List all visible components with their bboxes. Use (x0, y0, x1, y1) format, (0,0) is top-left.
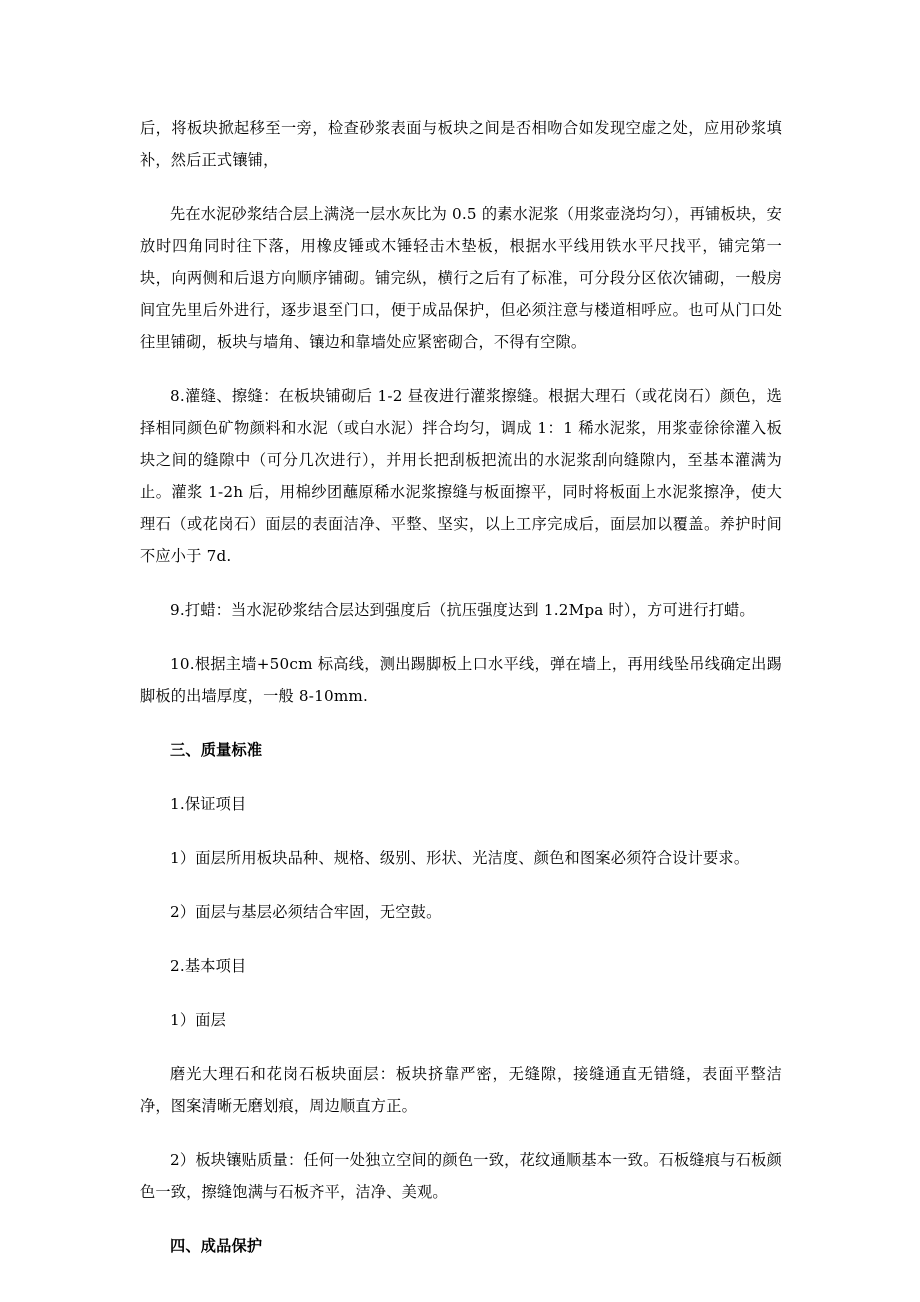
section-heading-quality-standard: 三、质量标准 (170, 741, 263, 759)
paragraph-waxing: 9.打蜡：当水泥砂浆结合层达到强度后（抗压强度达到 1.2Mpa 时），方可进行打蜡。 (170, 601, 755, 619)
paragraph-cement-slurry: 先在水泥砂浆结合层上满浇一层水灰比为 0.5 的素水泥浆（用浆壶浇均匀），再铺板块，安放时四角同时往下落，用橡皮锤或木锤轻击木垫板，根据水平线用铁水平尺找平，铺完第一块，向两侧和后退方向顺序铺砌。铺完纵，横行之后有了标准，可分段分区依次铺砌，一般房间宜先里后外进行，逐步退至门口，便于成品保护，但必须注意与楼道相呼应。也可从门口处往里铺砌，板块与墙角、镶边和靠墙处应紧密砌合，不得有空隙。 (140, 205, 782, 351)
subheading-guarantee-items: 1.保证项目 (170, 795, 247, 813)
document-body (140, 112, 782, 1284)
list-item-surface: 1）面层 (170, 1011, 227, 1029)
list-item-materials: 1）面层所用板块品种、规格、级别、形状、光洁度、颜色和图案必须符合设计要求。 (170, 849, 750, 867)
paragraph-polished-stone: 磨光大理石和花岗石板块面层：板块挤靠严密，无缝隙，接缝通直无错缝，表面平整洁净，图案清晰无磨划痕，周边顺直方正。 (140, 1065, 782, 1115)
list-item-tiling-quality: 2）板块镶贴质量：任何一处独立空间的颜色一致，花纹通顺基本一致。石板缝痕与石板颜色一致，擦缝饱满与石板齐平，洁净、美观。 (140, 1151, 782, 1201)
paragraph-grouting: 8.灌缝、擦缝：在板块铺砌后 1-2 昼夜进行灌浆擦缝。根据大理石（或花岗石）颜色，选择相同颜色矿物颜料和水泥（或白水泥）拌合均匀，调成 1：1 稀水泥浆，用浆壶徐徐灌入板块之间的缝隙中（可分几次进行），并用长把刮板把流出的水泥浆刮向缝隙内，至基本灌满为止。灌浆 1-2h 后，用棉纱团蘸原稀水泥浆擦缝与板面擦平，同时将板面上水泥浆擦净，使大理石（或花岗石）面层的表面洁净、平整、坚实，以上工序完成后，面层加以覆盖。养护时间不应小于 7d. (140, 387, 782, 565)
paragraph-skirting: 10.根据主墙+50cm 标高线，测出踢脚板上口水平线，弹在墙上，再用线坠吊线确定出踢脚板的出墙厚度，一般 8-10mm. (140, 655, 782, 705)
paragraph-continuation: 后，将板块掀起移至一旁，检查砂浆表面与板块之间是否相吻合如发现空虚之处，应用砂浆填补，然后正式镶铺， (140, 119, 782, 169)
subheading-basic-items: 2.基本项目 (170, 957, 247, 975)
list-item-bonding: 2）面层与基层必须结合牢固，无空鼓。 (170, 903, 442, 921)
section-heading-product-protection: 四、成品保护 (170, 1237, 263, 1255)
